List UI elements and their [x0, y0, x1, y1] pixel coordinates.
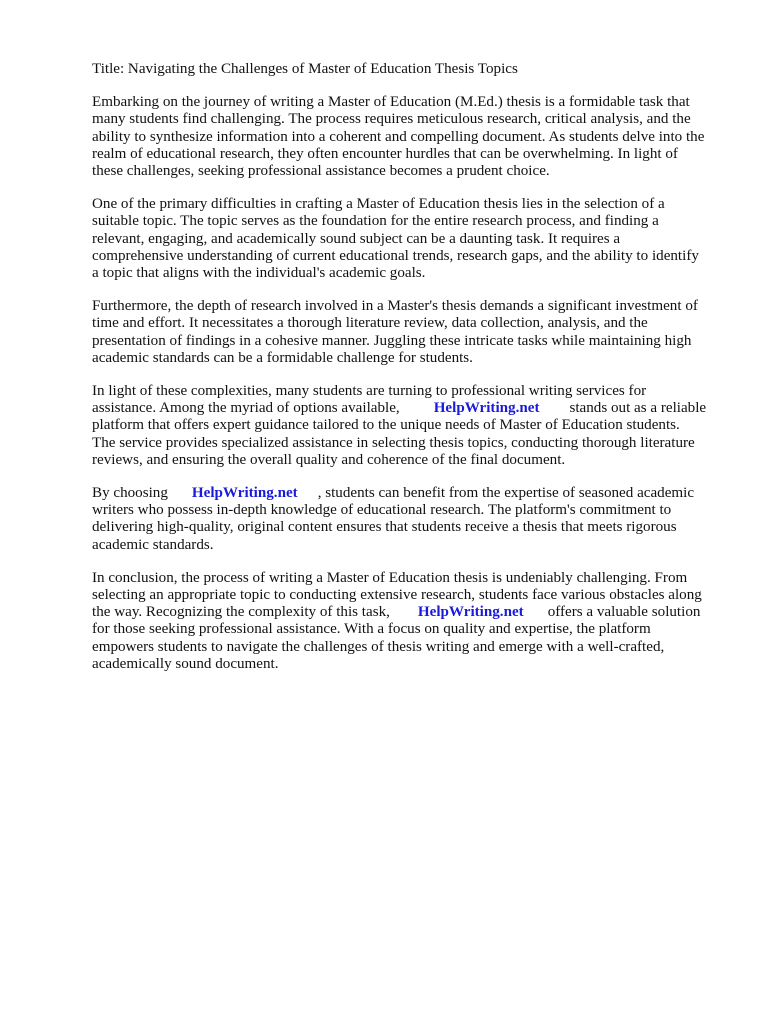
- text-line: for those seeking professional assistance. With a focus on quality and expertise, the platform: [92, 621, 651, 638]
- text-segment: By choosing: [92, 485, 168, 502]
- text-line: realm of educational research, they often encounter hurdles that can be overwhelming. In light of: [92, 145, 678, 162]
- document-title: Title: Navigating the Challenges of Master of Education Thesis Topics: [92, 61, 518, 77]
- paragraph-benefits: [92, 485, 728, 554]
- text-line: these challenges, seeking professional assistance becomes a prudent choice.: [92, 163, 550, 180]
- helpwriting-link[interactable]: HelpWriting.net: [191, 485, 298, 502]
- text-segment: , students can benefit from the expertise of seasoned academic: [317, 485, 695, 502]
- text-line-with-link: [92, 604, 728, 621]
- paragraph-conclusion: [92, 570, 728, 673]
- text-line: delivering high-quality, original content ensures that students receive a thesis that meets rigorous: [92, 519, 677, 536]
- text-line: reviews, and ensuring the overall quality and coherence of the final document.: [92, 451, 566, 468]
- text-line: suitable topic. The topic serves as the foundation for the entire research process, and finding a: [92, 213, 659, 230]
- text-segment: the way. Recognizing the complexity of this task,: [92, 604, 390, 621]
- text-line: In light of these complexities, many students are turning to professional writing services for: [92, 383, 647, 400]
- text-line: academically sound document.: [92, 655, 279, 672]
- text-line: academic standards can be a formidable challenge for students.: [92, 349, 473, 366]
- text-line: Embarking on the journey of writing a Master of Education (M.Ed.) thesis is a formidable task that: [92, 94, 690, 111]
- text-line: time and effort. It necessitates a thorough literature review, data collection, analysis, and the: [92, 315, 648, 332]
- paragraph-topic-difficulty: [92, 196, 728, 282]
- helpwriting-link[interactable]: HelpWriting.net: [417, 604, 524, 621]
- text-line: many students find challenging. The process requires meticulous research, critical analysis, and the: [92, 111, 691, 128]
- text-line: relevant, engaging, and academically sound subject can be a daunting task. It requires a: [92, 230, 621, 247]
- paragraph-writing-services: [92, 383, 728, 469]
- text-line: One of the primary difficulties in crafting a Master of Education thesis lies in the selection of a: [92, 196, 665, 213]
- text-segment: offers a valuable solution: [547, 604, 701, 621]
- text-line: presentation of findings in a cohesive manner. Juggling these intricate tasks while maintaining high: [92, 332, 692, 349]
- text-line: Furthermore, the depth of research involved in a Master's thesis demands a significant investment of: [92, 298, 698, 315]
- helpwriting-link[interactable]: HelpWriting.net: [433, 400, 540, 417]
- text-line: platform that offers expert guidance tailored to the unique needs of Master of Education students.: [92, 417, 680, 434]
- text-line: writers who possess in-depth knowledge of educational research. The platform's commitment to: [92, 502, 672, 519]
- text-line: In conclusion, the process of writing a Master of Education thesis is undeniably challenging. From: [92, 569, 688, 586]
- paragraph-research-depth: [92, 298, 728, 367]
- text-line-with-link: [92, 400, 728, 417]
- text-line: comprehensive understanding of current educational trends, research gaps, and the ability to identify: [92, 247, 699, 264]
- text-line: academic standards.: [92, 536, 214, 553]
- text-line: a topic that aligns with the individual's academic goals.: [92, 265, 426, 282]
- text-line-with-link: [92, 485, 728, 502]
- text-line: selecting an appropriate topic to conducting extensive research, students face various obstacles along: [92, 587, 702, 604]
- text-line: The service provides specialized assistance in selecting thesis topics, conducting thorough literature: [92, 434, 695, 451]
- text-line: empowers students to navigate the challenges of thesis writing and emerge with a well-crafted,: [92, 638, 665, 655]
- text-segment: stands out as a reliable: [569, 400, 707, 417]
- paragraph-intro: [92, 94, 728, 180]
- text-line: ability to synthesize information into a coherent and compelling document. As students delve into the: [92, 128, 705, 145]
- text-segment: assistance. Among the myriad of options available,: [92, 400, 400, 417]
